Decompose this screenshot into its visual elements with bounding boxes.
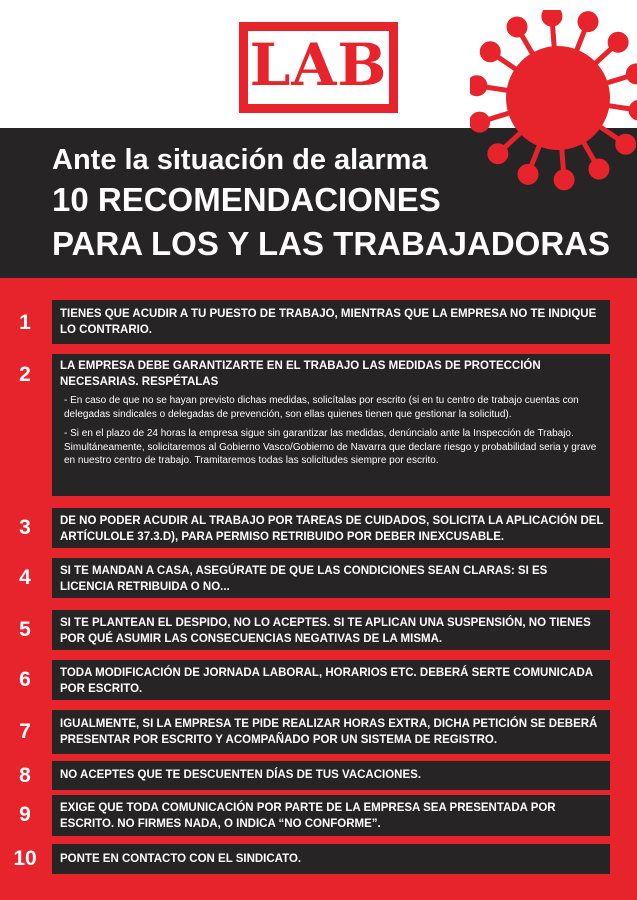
virus-spike-tip — [618, 136, 634, 152]
item-note-2: - Si en el plazo de 24 horas la empresa sigue sin garantizar las medidas, denúncialo ante la Inspección de Trabajo. Simultáneamente, solicitaremos al Gobierno Vasco/Gobierno de Navarra que declare riesgo y probabilidad seria y grave en nuestro centro de trabajo. Tramitaremos todas las solicitudes siempre por escrito. — [64, 428, 597, 466]
recommendation-9 — [0, 795, 610, 836]
recommendation-8 — [0, 761, 610, 790]
virus-spike-tip — [610, 34, 626, 50]
lab-logo-inner — [248, 31, 389, 104]
item-number: 3 — [19, 516, 31, 539]
virus-spike-tip — [591, 161, 607, 177]
recommendation-10 — [0, 844, 610, 874]
virus-spike-tip — [509, 19, 525, 35]
item-number: 9 — [19, 803, 31, 826]
recommendation-3 — [0, 508, 610, 548]
item-number: 1 — [19, 311, 31, 334]
virus-icon — [470, 10, 637, 210]
item-text: TODA MODIFICACIÓN DE JORNADA LABORAL, HORARIOS ETC. DEBERÁ SERTE COMUNICADA POR ESCRITO. — [60, 667, 593, 695]
item-number: 7 — [19, 720, 31, 743]
item-text: SI TE MANDAN A CASA, ASEGÚRATE DE QUE LAS CONDICIONES SEAN CLARAS: SI ES LICENCIA RETRIBUIDA O NO... — [60, 565, 548, 593]
recommendation-2 — [0, 354, 610, 496]
lab-logo — [239, 22, 398, 113]
item-text: NO ACEPTES QUE TE DESCUENTEN DÍAS DE TUS VACACIONES. — [60, 769, 422, 781]
item-number: 5 — [19, 618, 31, 641]
item-text: PONTE EN CONTACTO CON EL SINDICATO. — [60, 853, 302, 865]
item-text: DE NO PODER ACUDIR AL TRABAJO POR TAREAS DE CUIDADOS, SOLICITA LA APLICACIÓN DEL ARTÍCULOLE 37.3.D), PARA PERMISO RETRIBUIDO POR DEBER INEXCUSABLE. — [60, 515, 604, 543]
item-number: 6 — [19, 668, 31, 691]
item-box — [52, 558, 610, 598]
recommendation-4 — [0, 558, 610, 598]
virus-spike-tip — [482, 44, 498, 60]
title-line-1: Ante la situación de alarma — [52, 144, 428, 176]
title-line-3: PARA LOS Y LAS TRABAJADORAS — [52, 225, 611, 262]
title-line-2: 10 RECOMENDACIONES — [52, 181, 441, 218]
item-box — [52, 610, 610, 650]
item-box — [52, 660, 610, 700]
item-box — [52, 300, 610, 344]
virus-spike-tip — [556, 172, 572, 188]
virus-spike-tip — [580, 14, 596, 30]
item-number: 10 — [13, 847, 37, 870]
item-number: 2 — [19, 363, 31, 386]
item-box — [52, 761, 610, 790]
virus-spike-tip — [472, 114, 488, 130]
item-text: LA EMPRESA DEBE GARANTIZARTE EN EL TRABAJO LAS MEDIDAS DE PROTECCIÓN NECESARIAS. RESPÉTALAS — [60, 360, 541, 388]
item-text: IGUALMENTE, SI LA EMPRESA TE PIDE REALIZAR HORAS EXTRA, DICHA PETICIÓN SE DEBERÁ PRESENTAR POR ESCRITO Y ACOMPAÑADO POR UN SISTEMA DE REGISTRO. — [60, 718, 598, 746]
item-box — [52, 354, 610, 496]
item-text: SI TE PLANTEAN EL DESPIDO, NO LO ACEPTES. SI TE APLICAN UNA SUSPENSIÓN, NO TIENES POR QUÉ ASUMIR LAS CONSECUENCIAS NEGATIVAS DE LA MISMA. — [60, 617, 591, 645]
item-box — [52, 508, 610, 548]
item-box — [52, 795, 610, 836]
virus-spike-tip — [470, 78, 485, 94]
virus-spike-tip — [544, 10, 560, 24]
item-note-1: - En caso de que no se hayan previsto dichas medidas, solicítalas por escrito (si en tu centro de trabajo cuentas con delegadas sindicales o delegadas de prevención, son ellas quienes tienen que gestionar la solicitud). — [64, 395, 579, 420]
recommendation-7 — [0, 710, 610, 754]
item-box — [52, 844, 610, 874]
recommendation-1 — [0, 300, 610, 344]
recommendation-6 — [0, 660, 610, 700]
virus-spike-tip — [631, 102, 637, 118]
item-number: 8 — [19, 764, 31, 787]
item-text: TIENES QUE ACUDIR A TU PUESTO DE TRABAJO, MIENTRAS QUE LA EMPRESA NO TE INDIQUE LO CONTRARIO. — [60, 308, 597, 336]
item-box — [52, 710, 610, 754]
virus-spike-tip — [520, 166, 536, 182]
item-number: 4 — [19, 566, 31, 589]
virus-spike-tip — [490, 146, 506, 162]
lab-logo-text: LAB — [249, 31, 388, 99]
recommendation-5 — [0, 610, 610, 650]
virus-spike-tip — [628, 66, 637, 82]
item-text: EXIGE QUE TODA COMUNICACIÓN POR PARTE DE LA EMPRESA SEA PRESENTADA POR ESCRITO. NO FIRMES NADA, O INDICA “NO CONFORME”. — [60, 802, 556, 830]
